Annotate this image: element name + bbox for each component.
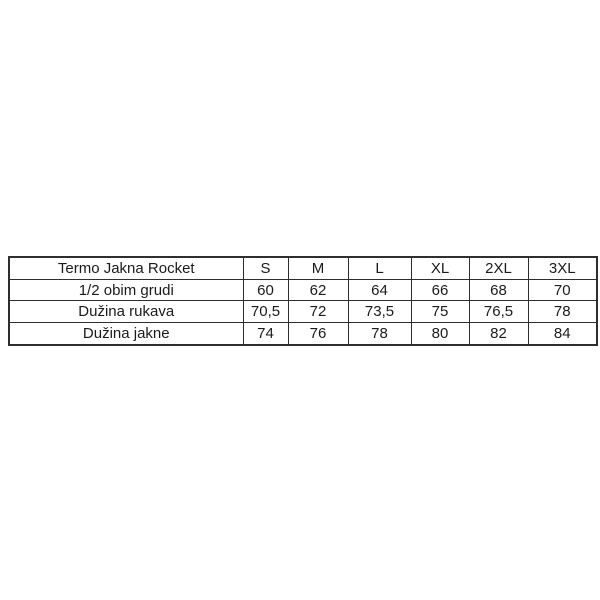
measurement-value-cell: 78 — [348, 323, 411, 345]
table-row-jacket-length — [9, 323, 597, 345]
measurement-value-cell: 72 — [288, 301, 348, 323]
size-column-header-l: L — [348, 257, 411, 279]
measurement-value-cell: 73,5 — [348, 301, 411, 323]
measurement-value-cell: 78 — [528, 301, 597, 323]
table-header-row — [9, 257, 597, 279]
measurement-value-cell: 76 — [288, 323, 348, 345]
measurement-value-cell: 82 — [469, 323, 528, 345]
size-chart-table — [8, 256, 598, 346]
measurement-value-cell: 66 — [411, 279, 469, 301]
measurement-value-cell: 80 — [411, 323, 469, 345]
size-column-header-s: S — [243, 257, 288, 279]
size-column-header-m: M — [288, 257, 348, 279]
table-row-sleeve — [9, 301, 597, 323]
measurement-value-cell: 74 — [243, 323, 288, 345]
measurement-value-cell: 64 — [348, 279, 411, 301]
measurement-row-label: Dužina rukava — [9, 301, 243, 323]
measurement-row-label: Dužina jakne — [9, 323, 243, 345]
measurement-value-cell: 68 — [469, 279, 528, 301]
measurement-value-cell: 84 — [528, 323, 597, 345]
measurement-value-cell: 60 — [243, 279, 288, 301]
size-column-header-xl: XL — [411, 257, 469, 279]
measurement-value-cell: 75 — [411, 301, 469, 323]
measurement-row-label: 1/2 obim grudi — [9, 279, 243, 301]
size-column-header-3xl: 3XL — [528, 257, 597, 279]
measurement-value-cell: 70 — [528, 279, 597, 301]
measurement-value-cell: 76,5 — [469, 301, 528, 323]
measurement-value-cell: 62 — [288, 279, 348, 301]
product-name-header-cell: Termo Jakna Rocket — [9, 257, 243, 279]
size-column-header-2xl: 2XL — [469, 257, 528, 279]
measurement-value-cell: 70,5 — [243, 301, 288, 323]
table-row-chest — [9, 279, 597, 301]
